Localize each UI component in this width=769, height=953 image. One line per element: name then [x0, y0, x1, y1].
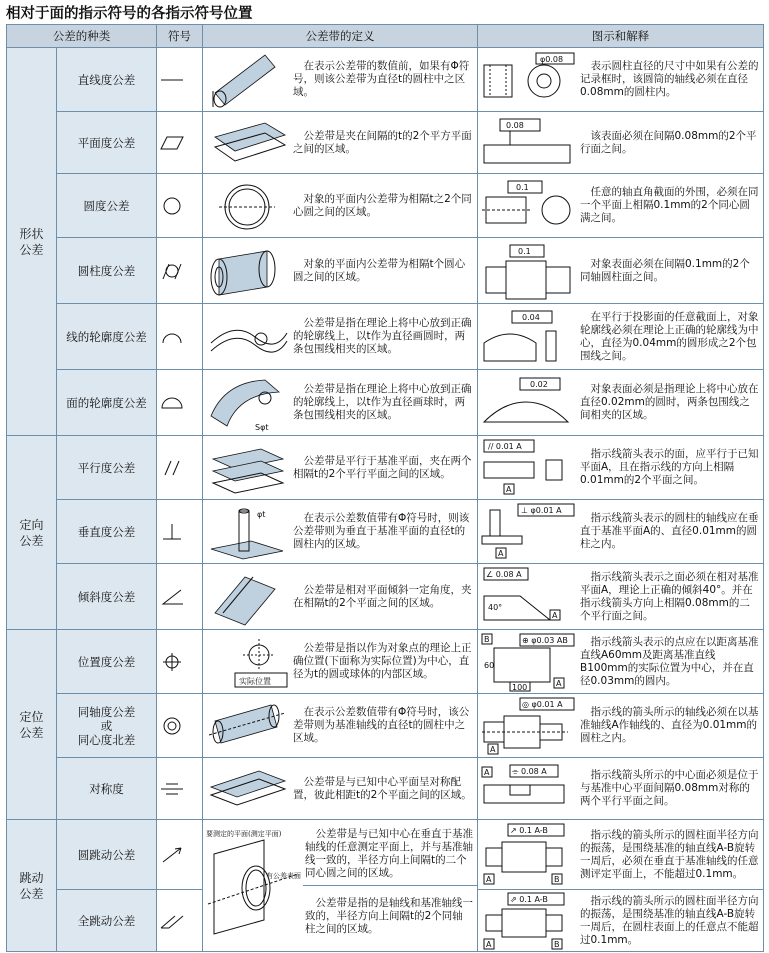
tolerance-table: [6, 24, 764, 952]
explanation-diagram: [478, 177, 578, 235]
definition-text: 对象的平面内公差带为相隔t个圆心圆之间的区域。: [293, 257, 466, 283]
frame-value: ⊕ φ0.03 AB: [522, 635, 568, 645]
definition-diagram: [203, 51, 291, 109]
table-row: [7, 820, 764, 890]
straightness-icon: [157, 48, 203, 112]
frame-value: 0.1: [518, 246, 531, 256]
concentricity-icon: [157, 694, 203, 758]
table-row: [7, 238, 764, 304]
explanation-text: 指示线箭头表示的面，应平行于已知平面A，且在指示线的方向上相隔0.01mm的2个平面之间。: [580, 448, 759, 486]
explanation-diagram: [478, 759, 578, 819]
table-row: [7, 174, 764, 238]
explanation-diagram: [478, 241, 578, 301]
datum-b-label: B: [484, 634, 490, 644]
definition-label: φt: [257, 509, 266, 519]
symmetry-icon: [157, 758, 203, 820]
datum-label: A: [506, 484, 512, 494]
definition-text: 公差带是平行于基准平面，夹在两个相隔t的2个平行平面之间的区域。: [293, 454, 472, 480]
explanation-diagram: [478, 372, 578, 434]
frame-value: ↗ 0.1 A-B: [510, 825, 548, 835]
explanation-diagram: [478, 115, 578, 171]
surface-profile-icon: [157, 370, 203, 436]
total-runout-icon: [157, 890, 203, 952]
category-form: 形状 公差: [7, 48, 57, 436]
tolerance-name: 垂直度公差: [57, 500, 157, 564]
frame-value: ⌯ 0.08 A: [512, 766, 547, 776]
table-row: [7, 48, 764, 112]
definition-diagram: [203, 307, 291, 367]
definition-text: 公差带是指在理论上将中心放到正确的轮廓线上，以t作为直径画球时，两条包围线相夹的区域。: [293, 383, 472, 421]
dimension-60: 60: [484, 660, 495, 670]
tolerance-name: 倾斜度公差: [57, 564, 157, 630]
frame-value: ⊥ φ0.01 A: [521, 505, 562, 515]
tolerance-name: 全跳动公差: [57, 890, 157, 952]
cylindricity-icon: [157, 238, 203, 304]
table-row: [7, 370, 764, 436]
circularity-icon: [157, 174, 203, 238]
definition-text: 公差带是与已知中心在垂直于基准轴线的任意测定平面上，并与基准轴线一致的，半径方向上间隔t的二个同心圆之间的区域。: [305, 828, 473, 880]
datum-label: A: [490, 744, 496, 754]
header-definition: 公差带的定义: [203, 25, 478, 48]
definition-diagram: [203, 439, 291, 497]
definition-text: 公差带是相对平面倾斜一定角度，夹在相隔t的2个平面之间的区域。: [293, 583, 472, 609]
header-row: [7, 25, 764, 48]
frame-value: ⇗ 0.1 A-B: [510, 894, 548, 904]
table-row: [7, 694, 764, 758]
definition-text-total: 公差带是指的是轴线和基准轴线一致的，半径方向上间隔t的2个同轴柱之间的区域。: [303, 885, 477, 948]
header-category: 公差的种类: [7, 25, 157, 48]
definition-text: 在表示公差带的数值前，如果有Φ符号，则该公差带为直径t的圆柱中之区域。: [293, 60, 470, 98]
tolerance-name: 面的轮廓度公差: [57, 370, 157, 436]
definition-diagram: [203, 697, 291, 755]
explanation-diagram: [478, 632, 578, 692]
flatness-icon: [157, 112, 203, 174]
explanation-text: 对象表面必须是指理论上将中心放在直径0.02mm的圆时，两条包围线之间相夹的区域。: [580, 383, 759, 421]
perpendicularity-icon: [157, 500, 203, 564]
tolerance-name: 同轴度公差 或 同心度北差: [57, 694, 157, 758]
explanation-text: 指示线箭头所示的中心面必须是位于与基准中心平面间隔0.08mm对称的两个平行平面之间。: [580, 769, 759, 807]
explanation-text: 指示线的箭头所示的轴线必须在以基准轴线A作轴线的、直径为0.01mm的圆柱之内。: [580, 706, 759, 744]
frame-value: // 0.01 A: [488, 441, 522, 451]
table-row: [7, 564, 764, 630]
definition-text: 在表示公差数值带有Φ符号时，该公差带则为基准轴线的直径t的圆柱中之区域。: [293, 706, 470, 744]
explanation-text: 表示圆柱直径的尺寸中如果有公差的记录框时，该圆筒的轴线必须在直径0.08mm的圆柱内。: [580, 60, 759, 98]
definition-diagram: [203, 761, 291, 817]
datum-label: A: [552, 610, 558, 620]
frame-value: 0.02: [530, 379, 548, 389]
tolerance-name: 平行度公差: [57, 436, 157, 500]
frame-value: φ0.08: [540, 54, 564, 64]
explanation-diagram: [478, 566, 578, 628]
datum-label: A: [486, 939, 492, 949]
category-runout: 跳动 公差: [7, 820, 57, 952]
definition-label: Sφt: [255, 422, 269, 432]
line-profile-icon: [157, 304, 203, 370]
explanation-diagram: [478, 307, 578, 367]
frame-value: 0.04: [522, 312, 540, 322]
explanation-text: 指示线箭头表示之面必须在相对基准平面A，理论上正确的倾斜40°。并在指示线箭头方向上相隔0.08mm的二个平行面之间。: [580, 570, 759, 622]
explanation-text: 指示线的箭头所示的圆柱面半径方向的振荡，是围绕基准的轴直线A-B旋转一周后，在圆柱表面上的任意点不能超过0.1mm。: [580, 894, 759, 946]
definition-diagram: [203, 633, 291, 691]
table-row: [7, 758, 764, 820]
tolerance-name: 圆柱度公差: [57, 238, 157, 304]
table-row: [7, 630, 764, 694]
definition-text: 对象的平面内公差带为相隔t之2个同心圆之间的区域。: [293, 192, 472, 218]
explanation-diagram: [478, 438, 578, 498]
table-row: [7, 112, 764, 174]
frame-value: ◎ φ0.01 A: [522, 699, 563, 709]
explanation-text: 指示线的箭头所示的圆柱面半径方向的振荡，是围绕基准的轴直线A-B旋转一周后，必须在垂直于基准轴线的任意测评定平面上，不能超过0.1mm。: [580, 828, 759, 880]
tolerance-name: 圆跳动公差: [57, 820, 157, 890]
definition-diagram: [203, 177, 291, 235]
angle-label: 40°: [488, 602, 503, 612]
datum-b-label: B: [554, 874, 560, 884]
explanation-diagram: [478, 51, 578, 109]
definition-label-measured-plane: 要测定的平面(测定平面): [206, 829, 282, 838]
definition-diagram: [203, 503, 291, 561]
explanation-text: 指示线箭头表示的圆柱的轴线应在垂直于基准平面A的、直径0.01mm的圆柱之内。: [580, 512, 759, 550]
definition-diagram: [203, 372, 291, 434]
datum-label: A: [486, 874, 492, 884]
header-illustration: 图示和解释: [478, 25, 764, 48]
circular-runout-icon: [157, 820, 203, 890]
definition-diagram: [203, 115, 291, 171]
definition-text: 公差带是指以作为对象点的理论上正确位置(下面称为实际位置)为中心，直径为t的圆或球体的内部区域。: [293, 642, 472, 680]
definition-text: 公差带是夹在间隔的t的2个平方平面之间的区域。: [293, 129, 472, 155]
explanation-diagram: [478, 696, 578, 756]
explanation-diagram: [478, 502, 578, 562]
frame-value: 0.1: [516, 182, 529, 192]
definition-diagram: [203, 241, 291, 301]
explanation-text: 对象表面必须在间隔0.1mm的2个同轴圆柱面之间。: [580, 257, 750, 283]
explanation-diagram: [478, 822, 578, 888]
definition-label-toleranced-surface: 有公差表面: [266, 871, 301, 880]
definition-text: 在表示公差数值带有Φ符号时，则该公差带则为垂直于基准平面的直径t的圆柱内的区域。: [293, 512, 470, 550]
datum-label: A: [498, 548, 504, 558]
frame-value: ∠ 0.08 A: [486, 569, 522, 579]
table-row: [7, 304, 764, 370]
definition-text: 公差带是与已知中心平面呈对称配置，彼此相距t的2个平面之间的区域。: [293, 775, 472, 801]
category-location: 定位 公差: [7, 630, 57, 820]
page-title: 相对于面的指示符号的各指示符号位置: [6, 6, 253, 22]
explanation-text: 在平行于投影面的任意截面上，对象轮廓线必须在理论上正确的轮廓线为中心，直径为0.04mm的圆形成之2个包围线之间。: [580, 310, 759, 362]
explanation-diagram: [478, 891, 578, 951]
definition-text: 公差带是指在理论上将中心放到正确的轮廓线上，以t作为直径画圆时，两条包围线相夹的区域。: [293, 317, 472, 355]
parallelism-icon: [157, 436, 203, 500]
definition-diagram: [203, 567, 291, 627]
frame-value: 0.08: [506, 120, 524, 130]
header-symbol: 符号: [157, 25, 203, 48]
explanation-text: 任意的轴直角截面的外围，必须在同一个平面上相隔0.1mm的2个同心圆满之间。: [580, 186, 759, 224]
tolerance-name: 位置度公差: [57, 630, 157, 694]
category-orientation: 定向 公差: [7, 436, 57, 630]
tolerance-name: 直线度公差: [57, 48, 157, 112]
explanation-text: 指示线箭头表示的点应在以距离基准直线A60mm及距离基准直线B100mm的实际位置为中心，并在直径0.03mm的圆内。: [580, 635, 759, 687]
definition-label: 实际位置: [239, 676, 271, 686]
tolerance-name: 线的轮廓度公差: [57, 304, 157, 370]
datum-b-label: B: [554, 939, 560, 949]
position-icon: [157, 630, 203, 694]
angularity-icon: [157, 564, 203, 630]
datum-label: A: [556, 678, 562, 688]
table-row: [7, 500, 764, 564]
table-row: [7, 436, 764, 500]
definition-diagram: [203, 824, 303, 948]
tolerance-name: 对称度: [57, 758, 157, 820]
dimension-100: 100: [512, 682, 528, 692]
explanation-text: 该表面必须在间隔0.08mm的2个平行面之间。: [580, 129, 757, 155]
tolerance-name: 平面度公差: [57, 112, 157, 174]
datum-label: A: [484, 767, 490, 777]
tolerance-name: 圆度公差: [57, 174, 157, 238]
